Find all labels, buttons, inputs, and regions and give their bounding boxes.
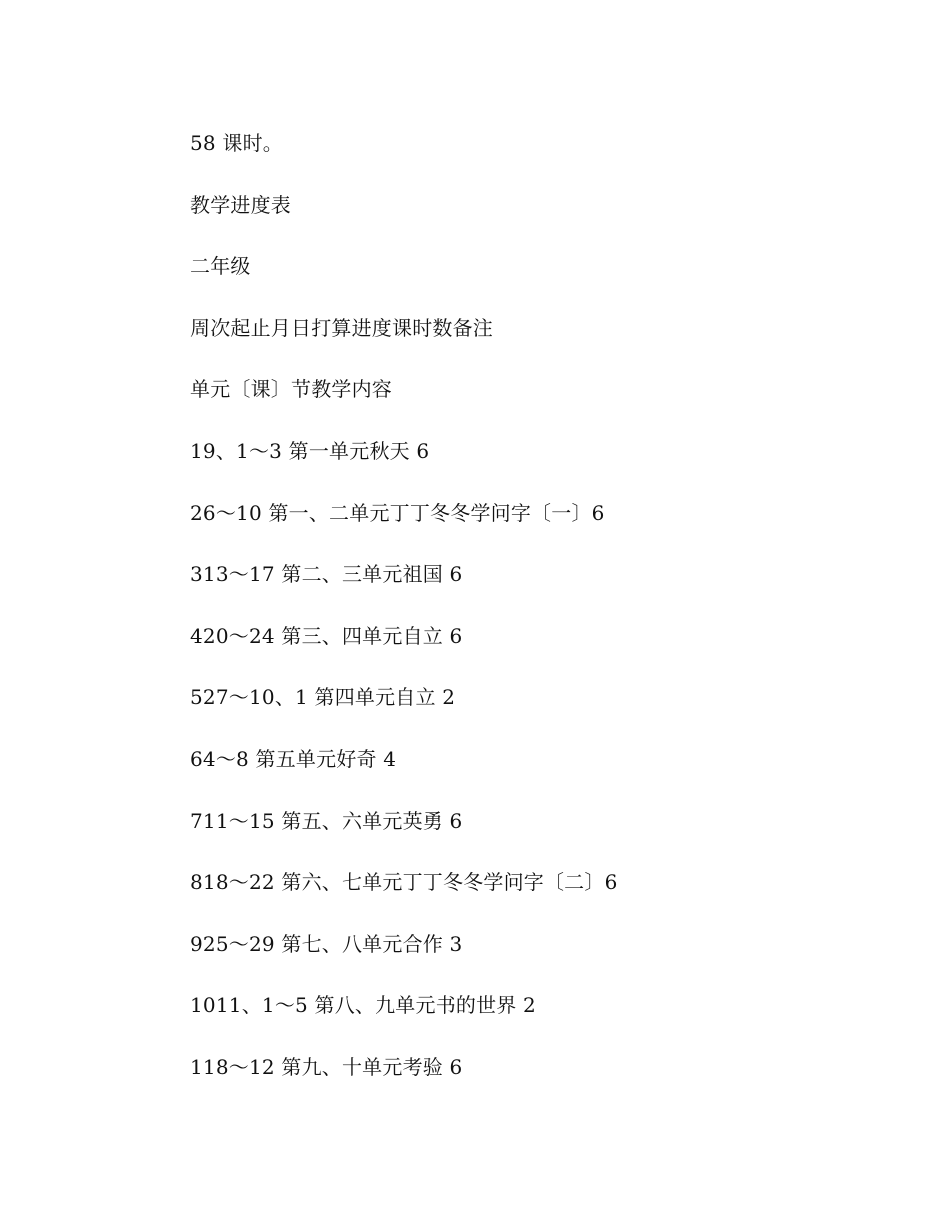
text-line-schedule-title: 教学进度表: [190, 192, 291, 217]
text-line-week-8: 818～22 第六、七单元丁丁冬冬学问字〔二〕6: [190, 870, 618, 895]
text-line-week-5: 527～10、1 第四单元自立 2: [190, 685, 456, 710]
text-line-week-1: 19、1～3 第一单元秋天 6: [190, 438, 430, 463]
text-line-week-10: 1011、1～5 第八、九单元书的世界 2: [190, 993, 536, 1018]
text-line-week-6: 64～8 第五单元好奇 4: [190, 746, 397, 771]
text-line-class-hours: 58 课时。: [190, 131, 284, 155]
text-line-week-9: 925～29 第七、八单元合作 3: [190, 931, 463, 956]
text-line-table-subheader: 单元〔课〕节教学内容: [190, 377, 392, 402]
text-line-week-3: 313～17 第二、三单元祖国 6: [190, 562, 463, 587]
text-line-grade: 二年级: [190, 254, 251, 279]
text-line-week-11: 118～12 第九、十单元考验 6: [190, 1054, 463, 1079]
document-text-lines: [190, 126, 618, 1112]
text-line-week-2: 26～10 第一、二单元丁丁冬冬学问字〔一〕6: [190, 500, 605, 525]
text-line-week-7: 711～15 第五、六单元英勇 6: [190, 808, 463, 833]
text-line-table-header: 周次起止月日打算进度课时数备注: [190, 315, 493, 340]
text-line-week-4: 420～24 第三、四单元自立 6: [190, 623, 463, 648]
